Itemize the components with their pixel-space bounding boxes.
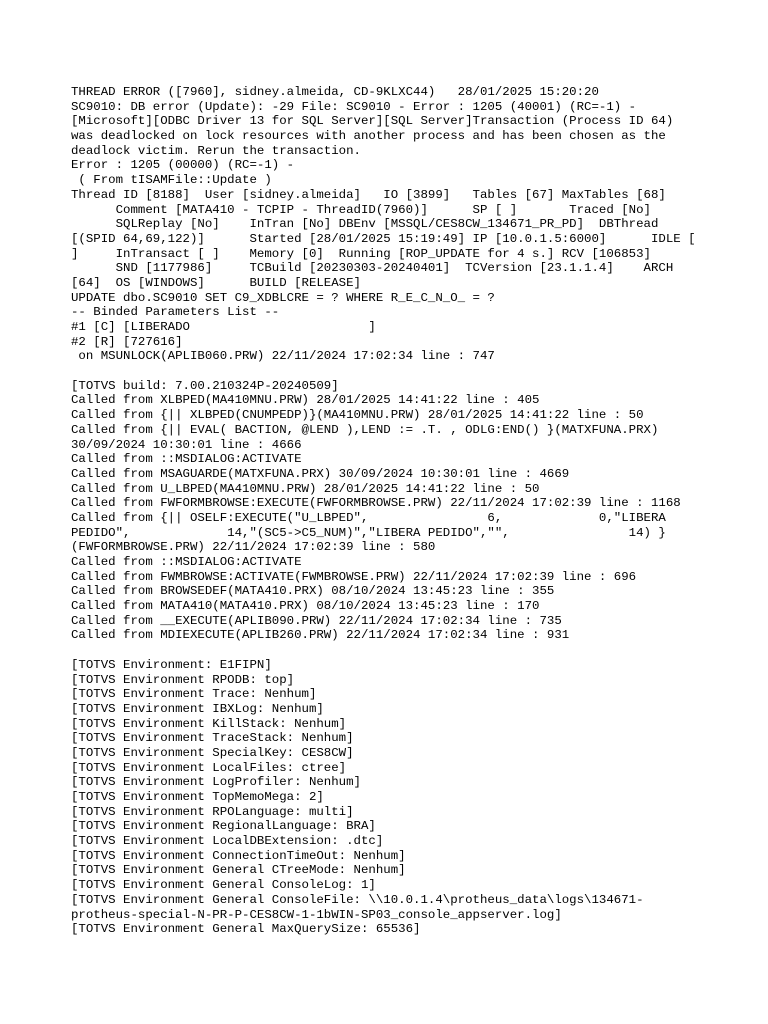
log-document	[71, 85, 751, 937]
log-line: [TOTVS Environment RegionalLanguage: BRA]	[71, 819, 376, 834]
log-line: #1 [C] [LIBERADO ]	[71, 320, 376, 334]
log-line: [TOTVS Environment TraceStack: Nenhum]	[71, 731, 354, 746]
log-line: [TOTVS Environment LocalDBExtension: .dtc]	[71, 834, 384, 849]
log-line: SND [1177986] TCBuild [20230303-20240401] TCVersion [23.1.1.4] ARCH	[71, 261, 674, 276]
log-line: on MSUNLOCK(APLIB060.PRW) 22/11/2024 17:02:34 line : 747	[71, 349, 495, 364]
log-line: [TOTVS Environment LocalFiles: ctree]	[71, 760, 347, 775]
error-block	[71, 85, 751, 364]
log-line: [Microsoft][ODBC Driver 13 for SQL Server][SQL Server]Transaction (Process ID 64)	[71, 114, 674, 129]
log-line: [TOTVS Environment Trace: Nenhum]	[71, 687, 317, 702]
environment-block	[71, 658, 751, 937]
blank-line	[71, 364, 751, 379]
log-line: Called from FWMBROWSE:ACTIVATE(FWMBROWSE.PRW) 22/11/2024 17:02:39 line : 696	[71, 569, 637, 584]
log-line: [TOTVS Environment IBXLog: Nenhum]	[71, 701, 324, 716]
log-line: [TOTVS build: 7.00.210324P-20240509]	[71, 378, 339, 393]
log-line: [TOTVS Environment: E1FIPN]	[71, 657, 272, 672]
log-line: SC9010: DB error (Update): -29 File: SC9010 - Error : 1205 (40001) (RC=-1) -	[71, 99, 637, 114]
log-line: 30/09/2024 10:30:01 line : 4666	[71, 437, 302, 452]
log-line: Error : 1205 (00000) (RC=-1) -	[71, 158, 295, 173]
log-line: Called from {|| OSELF:EXECUTE("U_LBPED", 6, 0,"LIBERA	[71, 510, 666, 525]
log-line: (FWFORMBROWSE.PRW) 22/11/2024 17:02:39 line : 580	[71, 540, 436, 555]
log-line: Called from MATA410(MATA410.PRX) 08/10/2024 13:45:23 line : 170	[71, 599, 540, 614]
log-line: Called from FWFORMBROWSE:EXECUTE(FWFORMBROWSE.PRW) 22/11/2024 17:02:39 line : 1168	[71, 496, 681, 511]
log-line: ( From tISAMFile::Update )	[71, 173, 272, 188]
log-line: deadlock victim. Rerun the transaction.	[71, 143, 361, 158]
log-line: UPDATE dbo.SC9010 SET C9_XDBLCRE = ? WHERE R_E_C_N_O_ = ?	[71, 290, 495, 305]
blank-line	[71, 643, 751, 658]
log-line: -- Binded Parameters List --	[71, 305, 280, 320]
log-line: Called from XLBPED(MA410MNU.PRW) 28/01/2025 14:41:22 line : 405	[71, 393, 540, 408]
log-line: THREAD ERROR ([7960], sidney.almeida, CD-9KLXC44) 28/01/2025 15:20:20	[71, 85, 599, 99]
log-line: was deadlocked on lock resources with another process and has been chosen as the	[71, 129, 666, 144]
log-line: Comment [MATA410 - TCPIP - ThreadID(7960)] SP [ ] Traced [No]	[71, 202, 651, 217]
log-line: [TOTVS Environment RPOLanguage: multi]	[71, 804, 354, 819]
log-line: PEDIDO", 14,"(SC5->C5_NUM)","LIBERA PEDIDO","", 14) }	[71, 525, 666, 540]
log-line: Called from BROWSEDEF(MATA410.PRX) 08/10/2024 13:45:23 line : 355	[71, 584, 555, 599]
log-line: Called from ::MSDIALOG:ACTIVATE	[71, 555, 302, 569]
log-line: Called from U_LBPED(MA410MNU.PRW) 28/01/2025 14:41:22 line : 50	[71, 481, 540, 496]
log-line: [TOTVS Environment TopMemoMega: 2]	[71, 790, 324, 804]
log-line: protheus-special-N-PR-P-CES8CW-1-1bWIN-SP03_console_appserver.log]	[71, 907, 562, 922]
log-line: Called from {|| EVAL( BACTION, @LEND ),LEND := .T. , ODLG:END() }(MATXFUNA.PRX)	[71, 422, 659, 437]
log-line: Called from MDIEXECUTE(APLIB260.PRW) 22/11/2024 17:02:34 line : 931	[71, 628, 570, 643]
callstack-block	[71, 379, 751, 643]
log-line: SQLReplay [No] InTran [No] DBEnv [MSSQL/CES8CW_134671_PR_PD] DBThread	[71, 217, 659, 232]
log-line: [TOTVS Environment General ConsoleLog: 1]	[71, 878, 376, 893]
log-line: Called from MSAGUARDE(MATXFUNA.PRX) 30/09/2024 10:30:01 line : 4669	[71, 466, 570, 481]
log-line: Called from {|| XLBPED(CNUMPEDP)}(MA410MNU.PRW) 28/01/2025 14:41:22 line : 50	[71, 408, 644, 423]
log-line: #2 [R] [727616]	[71, 334, 183, 349]
log-line: Thread ID [8188] User [sidney.almeida] IO [3899] Tables [67] MaxTables [68]	[71, 187, 666, 202]
log-line: [TOTVS Environment KillStack: Nenhum]	[71, 716, 347, 731]
log-line: [TOTVS Environment SpecialKey: CES8CW]	[71, 745, 354, 760]
log-line: [64] OS [WINDOWS] BUILD [RELEASE]	[71, 275, 361, 290]
log-line: [TOTVS Environment LogProfiler: Nenhum]	[71, 775, 361, 790]
log-line: ] InTransact [ ] Memory [0] Running [ROP_UPDATE for 4 s.] RCV [106853]	[71, 246, 651, 261]
log-line: [TOTVS Environment General MaxQuerySize: 65536]	[71, 922, 421, 937]
log-line: [TOTVS Environment General CTreeMode: Nenhum]	[71, 863, 406, 878]
log-line: Called from __EXECUTE(APLIB090.PRW) 22/11/2024 17:02:34 line : 735	[71, 613, 562, 628]
log-line: [TOTVS Environment ConnectionTimeOut: Nenhum]	[71, 848, 406, 863]
log-line: [(SPID 64,69,122)] Started [28/01/2025 15:19:49] IP [10.0.1.5:6000] IDLE [	[71, 231, 696, 246]
log-line: [TOTVS Environment RPODB: top]	[71, 672, 295, 687]
log-line: [TOTVS Environment General ConsoleFile: \\10.0.1.4\protheus_data\logs\134671-	[71, 892, 644, 907]
log-line: Called from ::MSDIALOG:ACTIVATE	[71, 452, 302, 467]
